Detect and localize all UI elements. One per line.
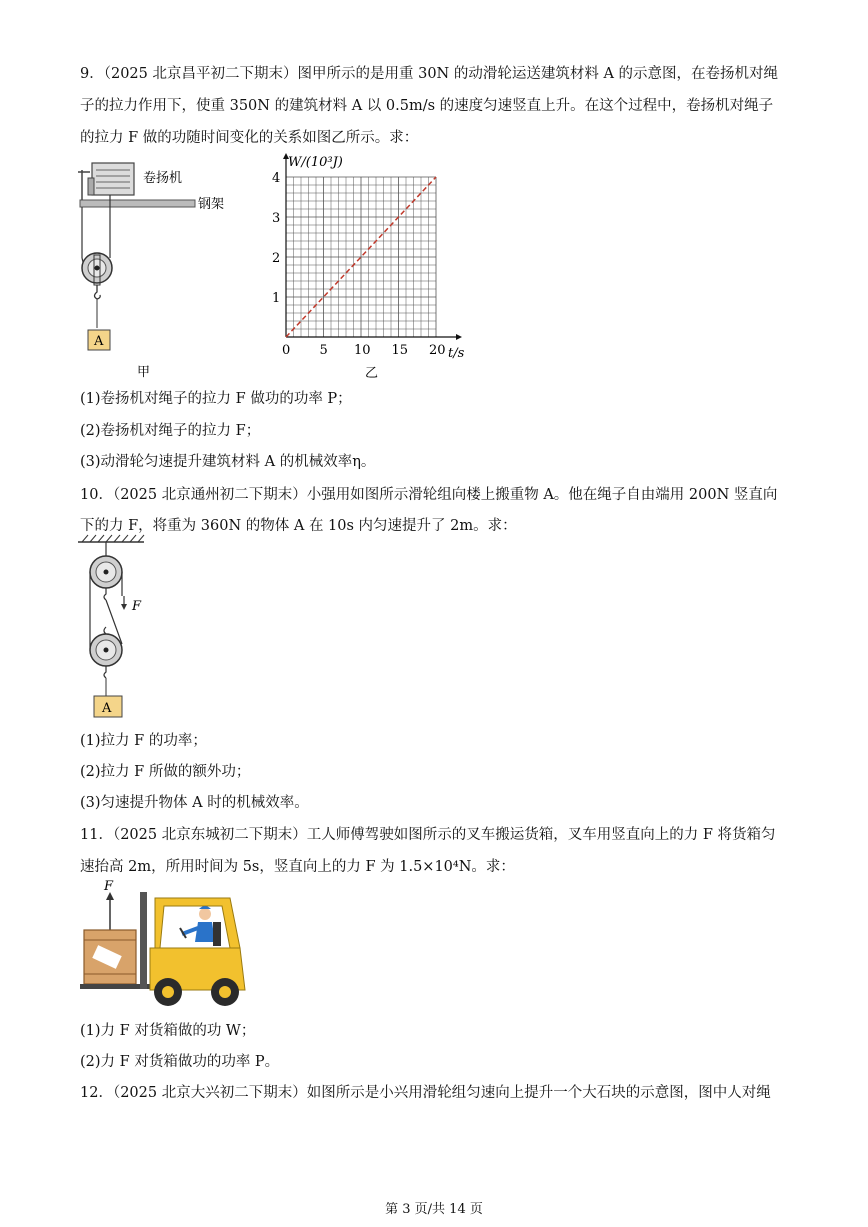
driver [199,908,211,920]
y-tick-label: 3 [272,211,281,226]
chart-x-axis-label: t/s [448,346,465,361]
q11-sub-1: (1)力 F 对货箱做的功 W； [80,1023,256,1039]
x-tick-label: 0 [282,343,291,358]
force-label-f: F [132,599,142,614]
x-tick-label: 5 [319,343,328,358]
chart-ticks [272,171,446,358]
y-tick-label: 2 [272,251,281,266]
q10-line-1: 10．（2025 北京通州初二下期末）小强用如图所示滑轮组向楼上搬重物 A。他在绳子自由端用 200N 竖直向 [80,487,778,503]
x-tick-label: 10 [354,343,371,358]
chart-y-axis-label: W/(10³J) [288,155,343,170]
q9-sub-1: (1)卷扬机对绳子的拉力 F 做功的功率 P； [80,391,352,407]
q10-sub-3: (3)匀速提升物体 A 时的机械效率。 [80,795,309,811]
figure-jia-winch-pulley [70,158,240,383]
load-label-a: A [94,334,104,349]
q9-line-2: 子的拉力作用下，使重 350N 的建筑材料 A 以 0.5m/s 的速度匀速竖直上升。在这个过程中，卷扬机对绳子 [80,98,774,114]
q11-line-2: 速抬高 2m，所用时间为 5s，竖直向上的力 F 为 1.5×10⁴N。求： [80,859,515,875]
winch-label: 卷扬机 [143,171,183,186]
q9-sub-2: (2)卷扬机对绳子的拉力 F； [80,423,261,439]
force-label-f: F [104,879,114,894]
winch-body [92,163,134,195]
figure-jia-caption: 甲 [137,365,151,380]
x-axis-arrow [456,334,462,340]
q9-line-1: 9．（2025 北京昌平初二下期末）图甲所示的是用重 30N 的动滑轮运送建筑材料 A 的示意图，在卷扬机对绳 [80,66,779,82]
figure-pulley-block [72,534,152,724]
y-tick-label: 4 [272,171,281,186]
q9-sub-3: (3)动滑轮匀速提升建筑材料 A 的机械效率η。 [80,454,376,470]
q10-line-2: 下的力 F，将重为 360N 的物体 A 在 10s 内匀速提升了 2m。求： [80,518,517,534]
page-footer: 第 3 页/共 14 页 [385,1202,483,1217]
figure-yi-work-time-chart [268,152,478,382]
q12-line-1: 12．（2025 北京大兴初二下期末）如图所示是小兴用滑轮组匀速向上提升一个大石块的示意图，图中人对绳 [80,1085,771,1101]
figure-forklift [80,878,252,1010]
x-tick-label: 15 [391,343,409,358]
q10-sub-1: (1)拉力 F 的功率； [80,733,207,749]
q9-line-3: 的拉力 F 做的功随时间变化的关系如图乙所示。求： [80,130,419,146]
figure-yi-caption: 乙 [365,366,379,381]
x-tick-label: 20 [429,343,446,358]
q11-sub-2: (2)力 F 对货箱做功的功率 P。 [80,1054,280,1070]
steel-frame [80,200,195,207]
frame-label: 钢架 [198,197,225,212]
load-label-a: A [102,701,112,716]
q10-sub-2: (2)拉力 F 所做的额外功； [80,764,251,780]
q11-line-1: 11．（2025 北京东城初二下期末）工人师傅驾驶如图所示的叉车搬运货箱，叉车用竖直向上的力 F 将货箱匀 [80,827,776,843]
y-tick-label: 1 [272,291,281,306]
